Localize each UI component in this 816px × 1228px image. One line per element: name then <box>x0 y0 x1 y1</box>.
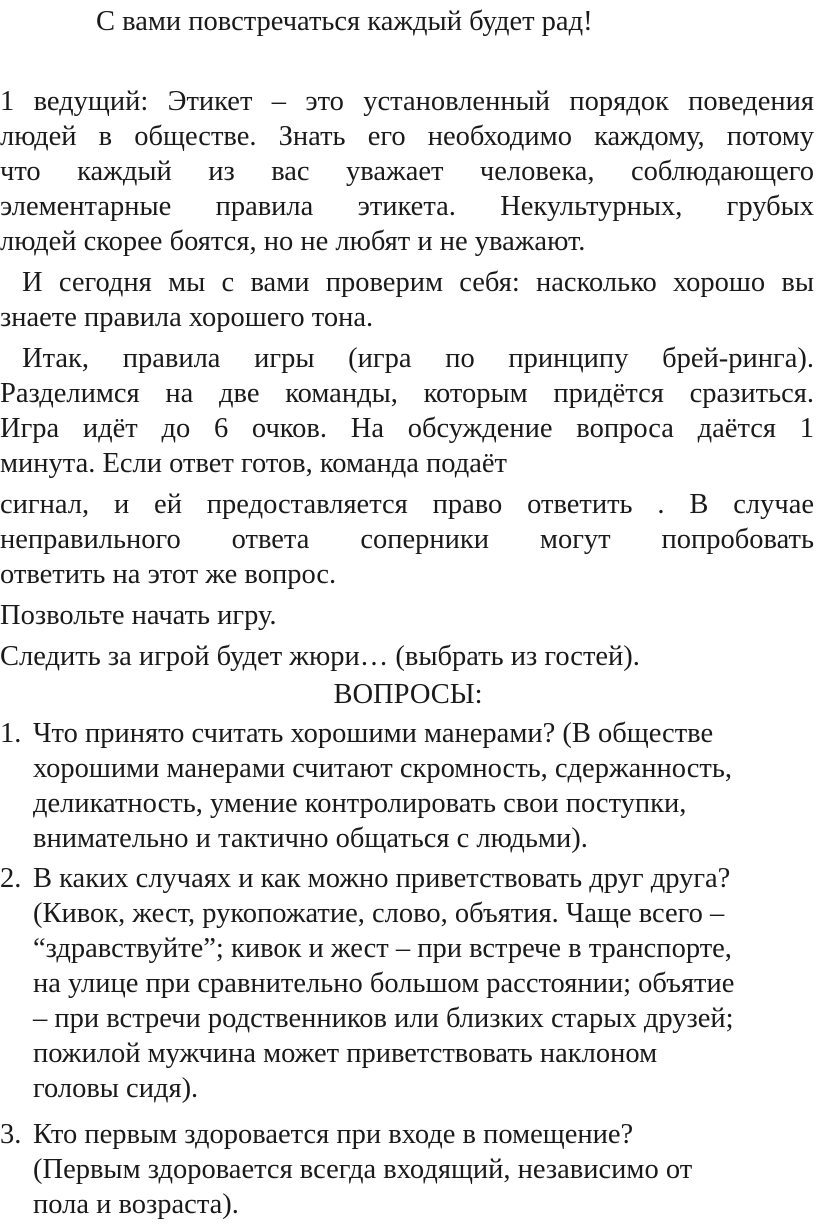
question-line: головы сидя). <box>33 1073 199 1104</box>
question-number: 2. <box>0 863 22 894</box>
rules-line: Игра идёт до 6 очков. На обсуждение вопроса даётся 1 <box>0 413 814 444</box>
question-line: В каких случаях и как можно приветствовать друг друга? <box>33 863 731 894</box>
question-line: (Кивок, жест, рукопожатие, слово, объятия. Чаще всего – <box>33 898 725 929</box>
question-line: на улице при сравнительно большом расстоянии; объятие <box>33 968 735 999</box>
jury-line: Следить за игрой будет жюри… (выбрать из гостей). <box>0 641 640 672</box>
question-line: пола и возраста). <box>33 1189 239 1220</box>
rules-line: Разделимся на две команды, которым придётся сразиться. <box>0 378 814 409</box>
question-line: – при встречи родственников или близких старых друзей; <box>33 1003 734 1034</box>
rules-line: Итак, правила игры (игра по принципу брей-ринга). <box>22 343 814 374</box>
intro-line: что каждый из вас уважает человека, соблюдающего <box>0 156 814 187</box>
intro-line: элементарные правила этикета. Некультурных, грубых <box>0 191 814 222</box>
question-number: 1. <box>0 718 22 749</box>
rules-line: сигнал, и ей предоставляется право ответить . В случае <box>0 489 814 520</box>
start-game-line: Позвольте начать игру. <box>0 600 277 631</box>
question-number: 3. <box>0 1119 22 1150</box>
greeting-line: С вами повстречаться каждый будет рад! <box>96 6 593 37</box>
intro-line: людей скорее боятся, но не любят и не уважают. <box>0 226 586 257</box>
intro-line: людей в обществе. Знать его необходимо каждому, потому <box>0 121 814 152</box>
today-line: И сегодня мы с вами проверим себя: насколько хорошо вы <box>22 267 814 298</box>
question-line: деликатность, умение контролировать свои поступки, <box>33 788 687 819</box>
question-line: хорошими манерами считают скромность, сдержанность, <box>33 753 732 784</box>
rules-line: ответить на этот же вопрос. <box>0 559 337 590</box>
intro-line: 1 ведущий: Этикет – это установленный порядок поведения <box>0 86 814 117</box>
question-line: Кто первым здоровается при входе в помещение? <box>33 1119 634 1150</box>
questions-heading: ВОПРОСЫ: <box>333 679 483 710</box>
question-line: (Первым здоровается всегда входящий, независимо от <box>33 1154 693 1185</box>
rules-line: минута. Если ответ готов, команда подаёт <box>0 448 507 479</box>
question-line: Что принято считать хорошими манерами? (В обществе <box>33 718 714 749</box>
question-line: пожилой мужчина может приветствовать наклоном <box>33 1038 658 1069</box>
question-line: “здравствуйте”; кивок и жест – при встрече в транспорте, <box>33 933 732 964</box>
rules-line: неправильного ответа соперники могут попробовать <box>0 524 814 555</box>
question-line: внимательно и тактично общаться с людьми). <box>33 823 588 854</box>
today-line: знаете правила хорошего тона. <box>0 302 374 333</box>
